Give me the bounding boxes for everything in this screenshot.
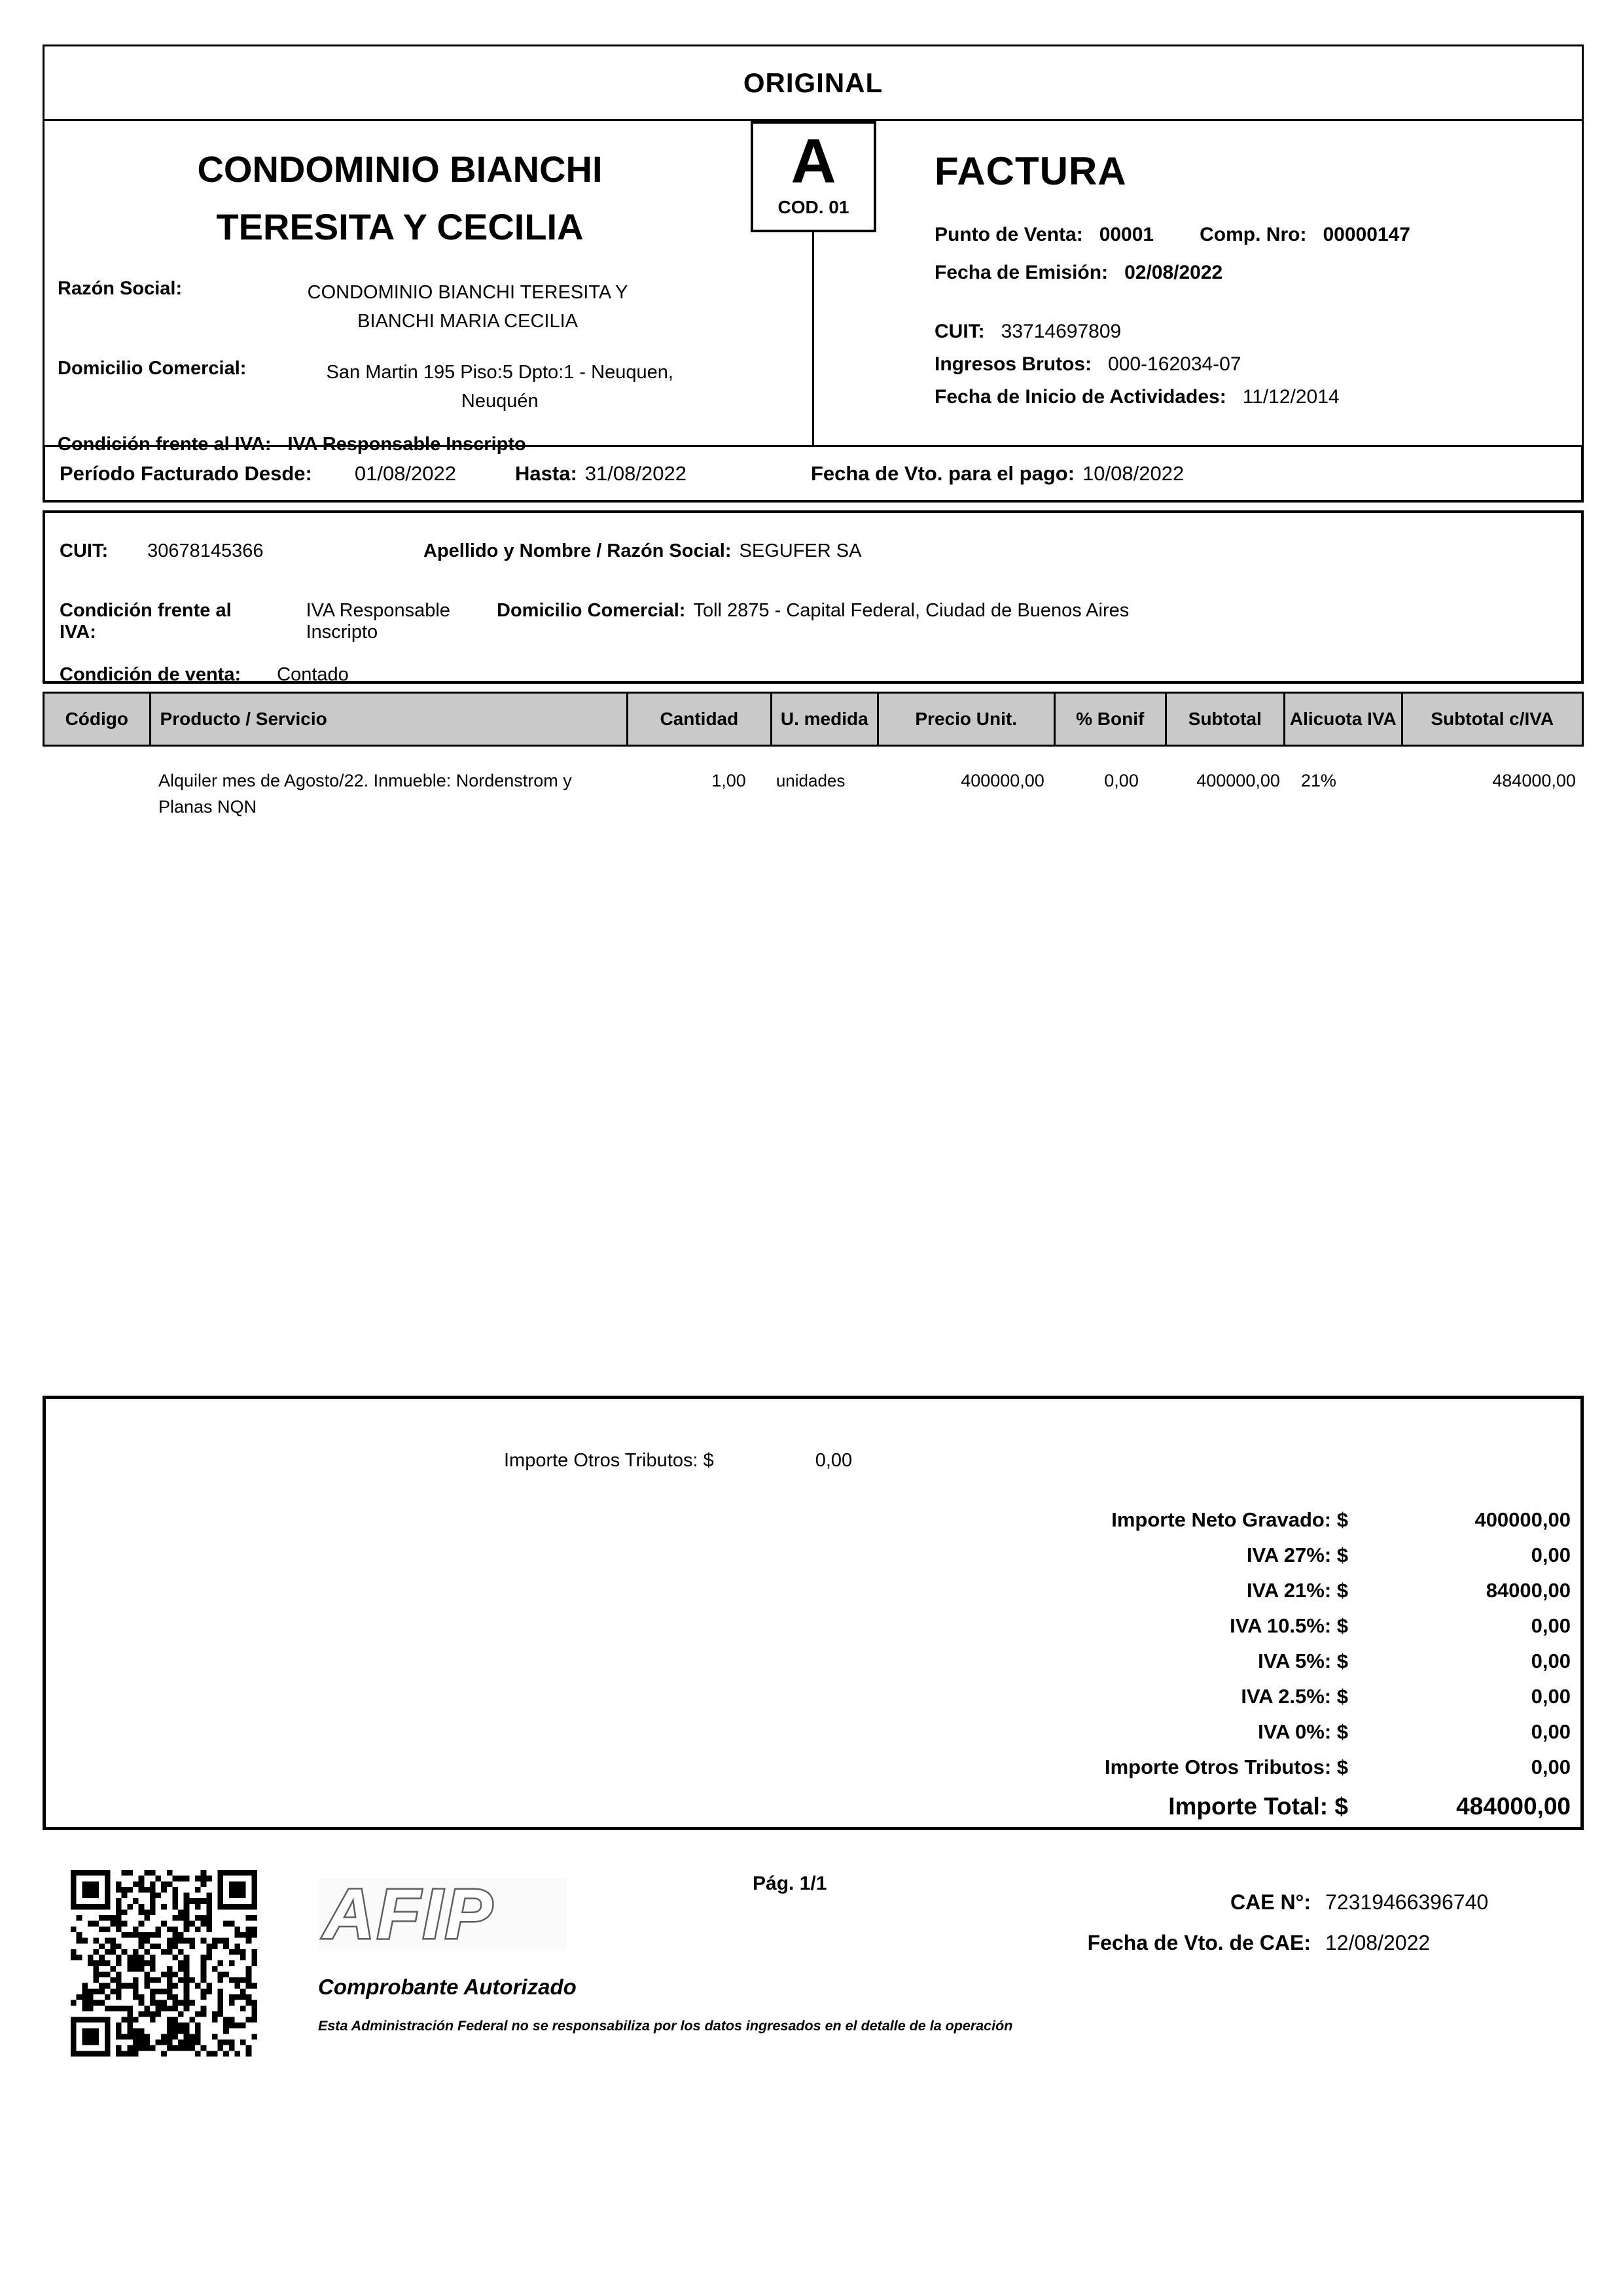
header-precio-unit: Precio Unit. [879,694,1056,745]
condicion-venta-label: Condición de venta: [60,664,241,685]
total-value: 84000,00 [1486,1579,1571,1602]
total-row-iva25 [753,1679,1571,1714]
doc-type-letter: A [791,126,836,196]
total-value: 0,00 [1531,1756,1571,1778]
seller-razon-social-label: Razón Social: [58,278,183,299]
condicion-venta-value: Contado [277,664,349,685]
header-divider [812,232,814,447]
total-label: Importe Neto Gravado: $ [1111,1508,1348,1531]
items-table [43,692,1584,820]
total-value: 0,00 [1531,1650,1571,1672]
seller-iva-label: Condición frente al IVA: [58,434,272,455]
otros-tributos-inline-row [504,1450,852,1472]
seller-cuit-label: CUIT: [935,321,985,342]
invoice-number-row [935,224,1582,246]
customer-domicilio-value: Toll 2875 - Capital Federal, Ciudad de Buenos Aires [693,600,1130,621]
inicio-actividades-row [935,386,1582,408]
item-producto: Alquiler mes de Agosto/22. Inmueble: Nordenstrom y Planas NQN [158,771,572,817]
invoice-title: FACTURA [935,149,1127,193]
punto-venta-label: Punto de Venta: [935,224,1083,245]
header-subtotal-civa: Subtotal c/IVA [1431,709,1554,729]
item-codigo [43,768,149,820]
afip-logo [318,1878,567,1951]
header-producto: Producto / Servicio [151,694,628,745]
ingresos-brutos-value: 000-162034-07 [1108,353,1241,375]
item-precio-unit: 400000,00 [961,771,1044,790]
item-bonif: 0,00 [1104,771,1139,790]
total-value: 0,00 [1531,1685,1571,1708]
total-label: IVA 0%: $ [1258,1720,1348,1743]
fecha-emision-value: 02/08/2022 [1124,262,1223,283]
cae-section [982,1882,1574,1963]
total-label: IVA 21%: $ [1246,1579,1348,1602]
total-row-iva21 [753,1573,1571,1608]
total-label: IVA 5%: $ [1258,1650,1348,1672]
customer-box [43,510,1584,684]
header-alicuota-iva: Alicuota IVA [1285,694,1402,745]
customer-name-label: Apellido y Nombre / Razón Social: [423,540,732,561]
seller-cuit-row [935,321,1582,343]
periodo-hasta-label: Hasta: [515,461,577,485]
seller-iva-value: IVA Responsable Inscripto [287,434,526,455]
total-value: 400000,00 [1474,1508,1571,1531]
punto-venta-value: 00001 [1099,224,1154,245]
seller-razon-social-row [46,278,753,336]
inicio-actividades-value: 11/12/2014 [1242,386,1340,408]
total-value: 0,00 [1531,1614,1571,1637]
total-row-iva27 [753,1538,1571,1573]
total-label: Importe Otros Tributos: $ [1104,1756,1348,1778]
copy-type-label: ORIGINAL [743,67,883,98]
header-cantidad: Cantidad [628,694,772,745]
ingresos-brutos-row [935,353,1582,376]
total-row-otros-tributos [753,1750,1571,1785]
total-row-importe-total [753,1786,1571,1827]
cae-value: 72319466396740 [1325,1890,1489,1914]
importe-total-label: Importe Total: $ [1168,1793,1348,1820]
totals-box [43,1396,1584,1830]
seller-domicilio-value: San Martin 195 Piso:5 Dpto:1 - Neuquen, Neuquén [326,362,673,412]
seller-name-line2: TERESITA Y CECILIA [216,206,584,247]
item-subtotal-civa: 484000,00 [1492,771,1576,790]
customer-name-value: SEGUFER SA [739,540,862,561]
afip-disclaimer: Esta Administración Federal no se responsabiliza por los datos ingresados en el detalle de la operación [318,2018,1013,2034]
customer-row-3 [60,664,1581,686]
afip-logo-text: AFIP [323,1878,495,1951]
doc-type-code: COD. 01 [777,197,849,217]
total-value: 0,00 [1531,1544,1571,1566]
total-label: IVA 27%: $ [1246,1544,1348,1566]
seller-name-line1: CONDOMINIO BIANCHI [197,149,603,190]
table-row [43,768,1584,820]
billing-period-box [43,447,1584,503]
importe-total-value: 484000,00 [1456,1793,1571,1820]
periodo-vto-label: Fecha de Vto. para el pago: [810,461,1075,485]
seller-section [46,121,753,455]
cae-vto-label: Fecha de Vto. de CAE: [1087,1931,1311,1954]
fecha-emision-label: Fecha de Emisión: [935,262,1109,283]
qr-code [71,1870,257,2057]
total-label: IVA 10.5%: $ [1230,1614,1348,1637]
doc-type-box [751,121,876,232]
item-umedida: unidades [776,771,846,790]
total-row-iva105 [753,1608,1571,1644]
comp-nro-value: 00000147 [1323,224,1410,245]
customer-row-1 [60,540,1581,562]
total-row-iva5 [753,1644,1571,1679]
seller-cuit-value: 33714697809 [1001,321,1122,342]
inicio-actividades-label: Fecha de Inicio de Actividades: [935,386,1226,408]
comprobante-autorizado-label: Comprobante Autorizado [318,1975,577,1999]
total-value: 0,00 [1531,1720,1571,1743]
customer-domicilio-label: Domicilio Comercial: [497,600,686,621]
seller-domicilio-label: Domicilio Comercial: [58,358,247,379]
invoice-info-section [935,121,1582,408]
comp-nro-label: Comp. Nro: [1200,224,1307,245]
seller-display-name [46,141,753,256]
copy-type-banner [43,44,1584,121]
header-codigo: Código [45,694,151,745]
cae-label: CAE N°: [1230,1890,1311,1914]
items-table-header [43,692,1584,747]
item-subtotal: 400000,00 [1196,771,1280,790]
seller-domicilio-row [46,358,753,415]
customer-iva-label: Condición frente al IVA: [60,600,232,643]
header-umedida: U. medida [772,694,879,745]
page-number: Pág. 1/1 [753,1873,827,1894]
fecha-emision-row [935,262,1582,284]
periodo-desde-label: Período Facturado Desde: [60,461,312,485]
otros-tributos-inline-value: 0,00 [815,1450,853,1471]
periodo-desde-value: 01/08/2022 [354,461,457,485]
total-label: IVA 2.5%: $ [1241,1685,1348,1708]
customer-cuit-value: 30678145366 [147,540,264,561]
header-subtotal: Subtotal [1167,694,1286,745]
periodo-vto-value: 10/08/2022 [1082,461,1185,485]
customer-row-2 [60,600,1581,643]
customer-iva-value: IVA Responsable Inscripto [306,600,450,643]
item-alicuota: 21% [1300,771,1336,790]
otros-tributos-inline-label: Importe Otros Tributos: $ [504,1450,714,1471]
periodo-hasta-value: 31/08/2022 [584,461,687,485]
totals-rows [753,1502,1571,1827]
header-bonif: % Bonif [1056,694,1167,745]
ingresos-brutos-label: Ingresos Brutos: [935,353,1092,375]
cae-vto-value: 12/08/2022 [1325,1931,1431,1954]
item-cantidad: 1,00 [711,771,746,790]
customer-cuit-label: CUIT: [60,540,109,561]
seller-razon-social-value: CONDOMINIO BIANCHI TERESITA Y BIANCHI MARIA CECILIA [307,282,628,332]
total-row-iva0 [753,1714,1571,1750]
total-row-neto-gravado [753,1502,1571,1538]
